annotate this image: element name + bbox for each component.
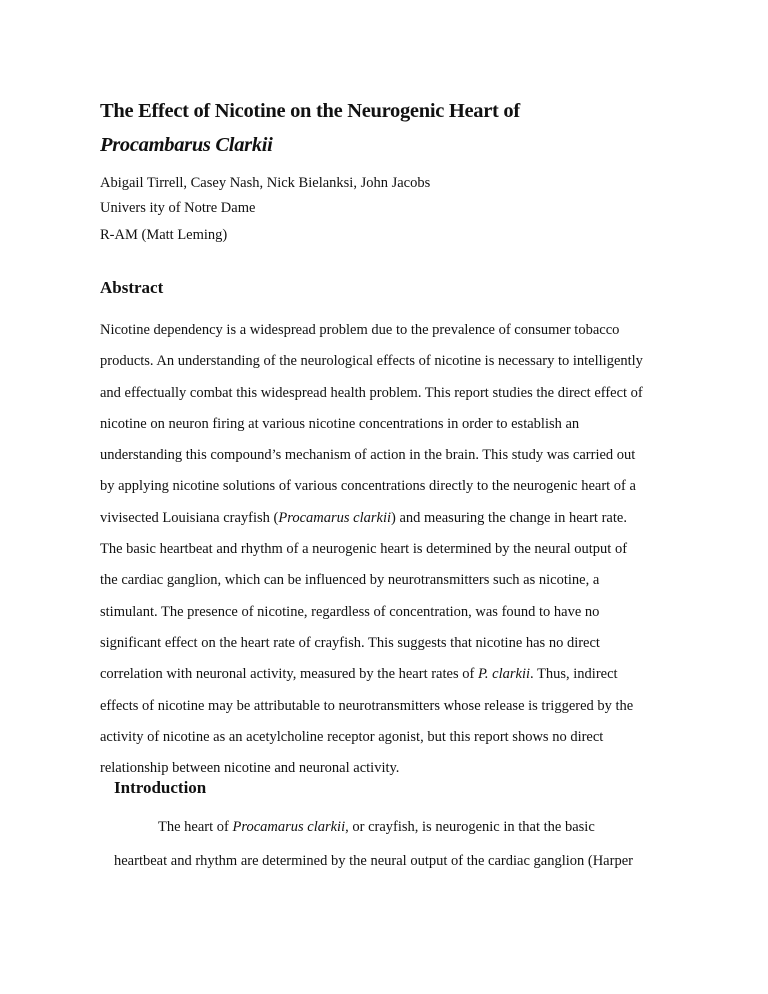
text-run: relationship between nicotine and neuronal activity.	[100, 760, 400, 777]
introduction-line	[158, 819, 595, 836]
introduction-line	[114, 853, 633, 870]
text-run: Nicotine dependency is a widespread problem due to the prevalence of consumer tobacco	[100, 322, 620, 338]
abstract-line	[100, 602, 670, 633]
text-run: The basic heartbeat and rhythm of a neurogenic heart is determined by the neural output of	[100, 541, 628, 558]
italic-text: Procamarus clarkii	[232, 819, 346, 835]
paper-title-line-2: Procambarus Clarkii	[100, 134, 273, 156]
text-run: ) and measuring the change in heart rate.	[391, 509, 627, 526]
text-run: by applying nicotine solutions of various concentrations directly to the neurogenic heart of a	[100, 478, 636, 495]
abstract-line	[100, 383, 670, 414]
text-run: effects of nicotine may be attributable to neurotransmitters whose release is triggered by the	[100, 697, 634, 714]
text-run: nicotine on neuron firing at various nicotine concentrations in order to establish an	[100, 415, 580, 432]
abstract-line	[100, 476, 670, 507]
text-run: stimulant. The presence of nicotine, regardless of concentration, was found to have no	[100, 603, 600, 620]
abstract-line	[100, 727, 670, 758]
abstract-line	[100, 570, 670, 601]
authors: Abigail Tirrell, Casey Nash, Nick Bielanksi, John Jacobs	[100, 175, 431, 191]
text-run: The heart of	[158, 819, 233, 835]
text-run: heartbeat and rhythm are determined by the neural output of the cardiac ganglion (Harper	[114, 853, 633, 869]
italic-text: Procamarus clarkii	[278, 509, 392, 526]
abstract-line	[100, 508, 670, 539]
text-run: understanding this compound’s mechanism of action in the brain. This study was carried out	[100, 447, 636, 464]
text-run: activity of nicotine as an acetylcholine receptor agonist, but this report shows no direct	[100, 728, 604, 745]
introduction-heading: Introduction	[114, 778, 207, 797]
text-run: . Thus, indirect	[530, 666, 618, 683]
paper-title-line-1: The Effect of Nicotine on the Neurogenic Heart of	[100, 100, 520, 122]
abstract-body	[100, 320, 670, 789]
abstract-line	[100, 445, 670, 476]
italic-text: P. clarkii	[477, 666, 531, 683]
text-run: significant effect on the heart rate of crayfish. This suggests that nicotine has no direct	[100, 634, 600, 651]
text-run: products. An understanding of the neurological effects of nicotine is necessary to intelligently	[100, 353, 643, 370]
abstract-line	[100, 351, 670, 382]
text-run: the cardiac ganglion, which can be influenced by neurotransmitters such as nicotine, a	[100, 572, 600, 589]
abstract-heading: Abstract	[100, 278, 164, 297]
text-run: , or crayfish, is neurogenic in that the basic	[345, 819, 595, 835]
abstract-line	[100, 696, 670, 727]
abstract-line	[100, 633, 670, 664]
text-run: vivisected Louisiana crayfish (	[100, 509, 279, 526]
text-run: and effectually combat this widespread health problem. This report studies the direct effect of	[100, 384, 643, 401]
abstract-line	[100, 664, 670, 695]
text-run: correlation with neuronal activity, measured by the heart rates of	[100, 666, 478, 683]
abstract-line	[100, 539, 670, 570]
research-assistant: R-AM (Matt Leming)	[100, 227, 228, 243]
abstract-line	[100, 320, 670, 351]
abstract-line	[100, 414, 670, 445]
affiliation: Univers ity of Notre Dame	[100, 200, 256, 216]
